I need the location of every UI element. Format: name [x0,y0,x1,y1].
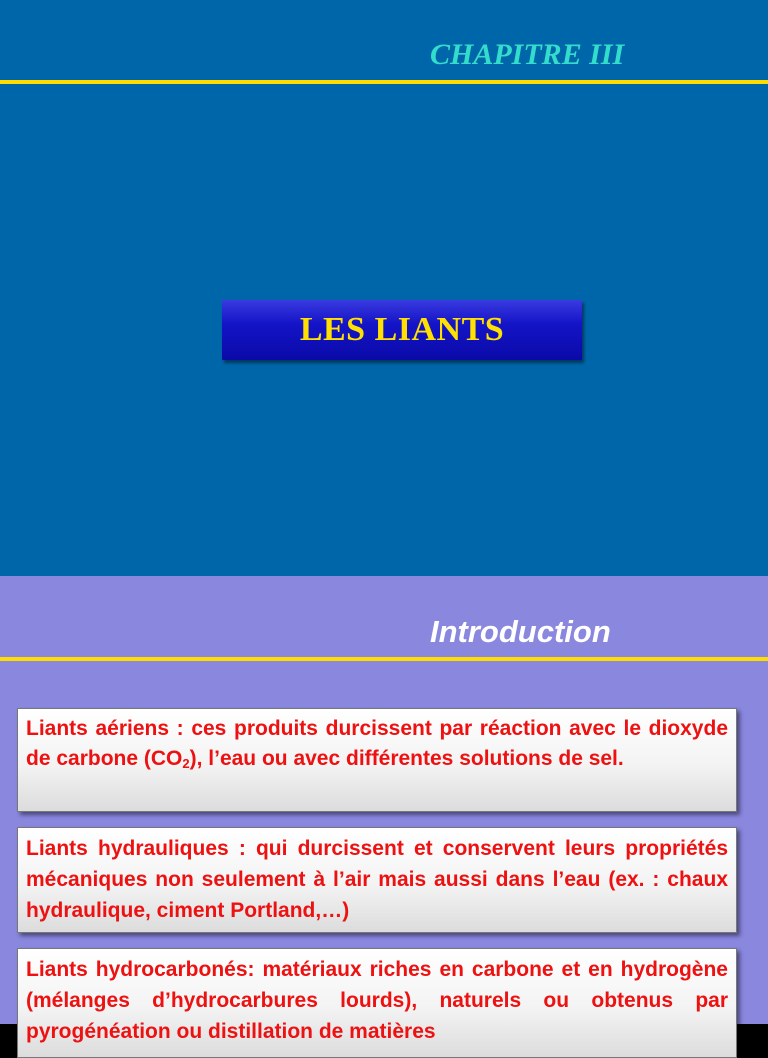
definition-text: Liants hydrocarbonés: matériaux riches en carbone et en hydrogène (mélanges d’hydrocarbures lourds), naturels ou obtenus par pyrogénéation ou distillation de matières [26,958,728,1043]
definition-text-part: Liants aériens : ces produits durcissent par réaction avec le dioxyde de carbone (CO [26,717,728,770]
title-box [222,300,582,360]
header-rule [0,80,768,84]
definition-text-part: ), l’eau ou avec différentes solutions de sel. [189,747,624,770]
slide-title: LES LIANTS [299,311,505,348]
heading-rule [0,657,768,661]
introduction-slide [0,576,768,1043]
definition-box-aerial [17,708,737,812]
definition-box-hydrocarbon [17,948,737,1058]
definition-box-hydraulic [17,827,737,933]
subscript: 2 [182,756,190,771]
chapter-label: CHAPITRE III [430,38,625,71]
section-heading: Introduction [430,614,611,649]
definition-text: Liants hydrauliques : qui durcissent et conservent leurs propriétés mécaniques non seulement à l’air mais aussi dans l’eau (ex. : chaux hydraulique, ciment Portland,…) [26,837,728,922]
definition-text [26,714,728,774]
